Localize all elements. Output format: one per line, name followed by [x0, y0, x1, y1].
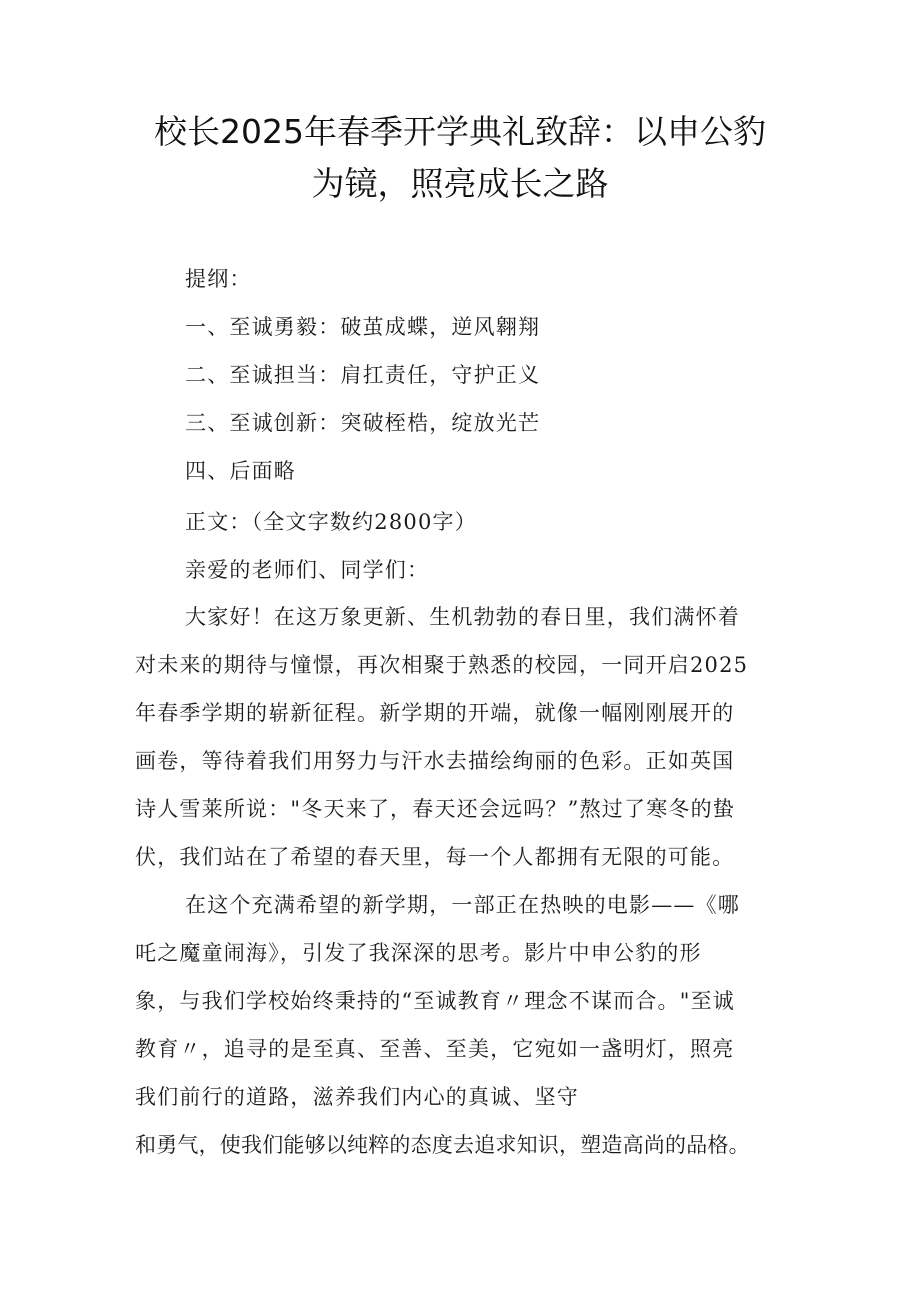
paragraph-1-line-2: 对未来的期待与憧憬，再次相聚于熟悉的校园，一同开启2025	[135, 653, 749, 677]
paragraph-2-line-5: 我们前行的道路，滋养我们内心的真诚、坚守	[135, 1085, 579, 1109]
paragraph-2-line-3: 象，与我们学校始终秉持的“至诚教育〃理念不谋而合。"至诚	[135, 989, 735, 1013]
outline-item-1: 一、至诚勇毅：破茧成蝶，逆风翱翔	[185, 315, 541, 339]
body-label: 正文：（全文字数约2800字）	[185, 510, 477, 534]
outline-heading: 提纲：	[185, 267, 252, 291]
outline-item-4: 四、后面略	[185, 459, 296, 483]
paragraph-1-line-1: 大家好！在这万象更新、生机勃勃的春日里，我们满怀着	[185, 605, 740, 629]
paragraph-1-line-4: 画卷，等待着我们用努力与汗水去描绘绚丽的色彩。正如英国	[135, 749, 735, 773]
paragraph-1-line-6: 伏，我们站在了希望的春天里，每一个人都拥有无限的可能。	[135, 845, 735, 869]
paragraph-2-line-1: 在这个充满希望的新学期，一部正在热映的电影——《哪	[185, 893, 740, 917]
outline-item-3: 三、至诚创新：突破桎梏，绽放光芒	[185, 411, 541, 435]
paragraph-2-line-2: 吒之魔童闹海》，引发了我深深的思考。影片中申公豹的形	[135, 941, 702, 965]
outline-item-2: 二、至诚担当：肩扛责任，守护正义	[185, 363, 541, 387]
paragraph-2-line-6: 和勇气，使我们能够以纯粹的态度去追求知识，塑造高尚的品格。	[135, 1133, 750, 1157]
paragraph-1-line-3: 年春季学期的崭新征程。新学期的开端，就像一幅刚刚展开的	[135, 701, 735, 725]
document-title-line-2: 为镜，照亮成长之路	[311, 164, 609, 203]
paragraph-1-line-5: 诗人雪莱所说："冬天来了，春天还会远吗？”熬过了寒冬的蛰	[135, 797, 735, 821]
document-title-line-1: 校长2025年春季开学典礼致辞：以申公豹	[154, 112, 766, 151]
greeting: 亲爱的老师们、同学们：	[185, 558, 430, 582]
paragraph-2-line-4: 教育〃，追寻的是至真、至善、至美，它宛如一盏明灯，照亮	[135, 1037, 735, 1061]
